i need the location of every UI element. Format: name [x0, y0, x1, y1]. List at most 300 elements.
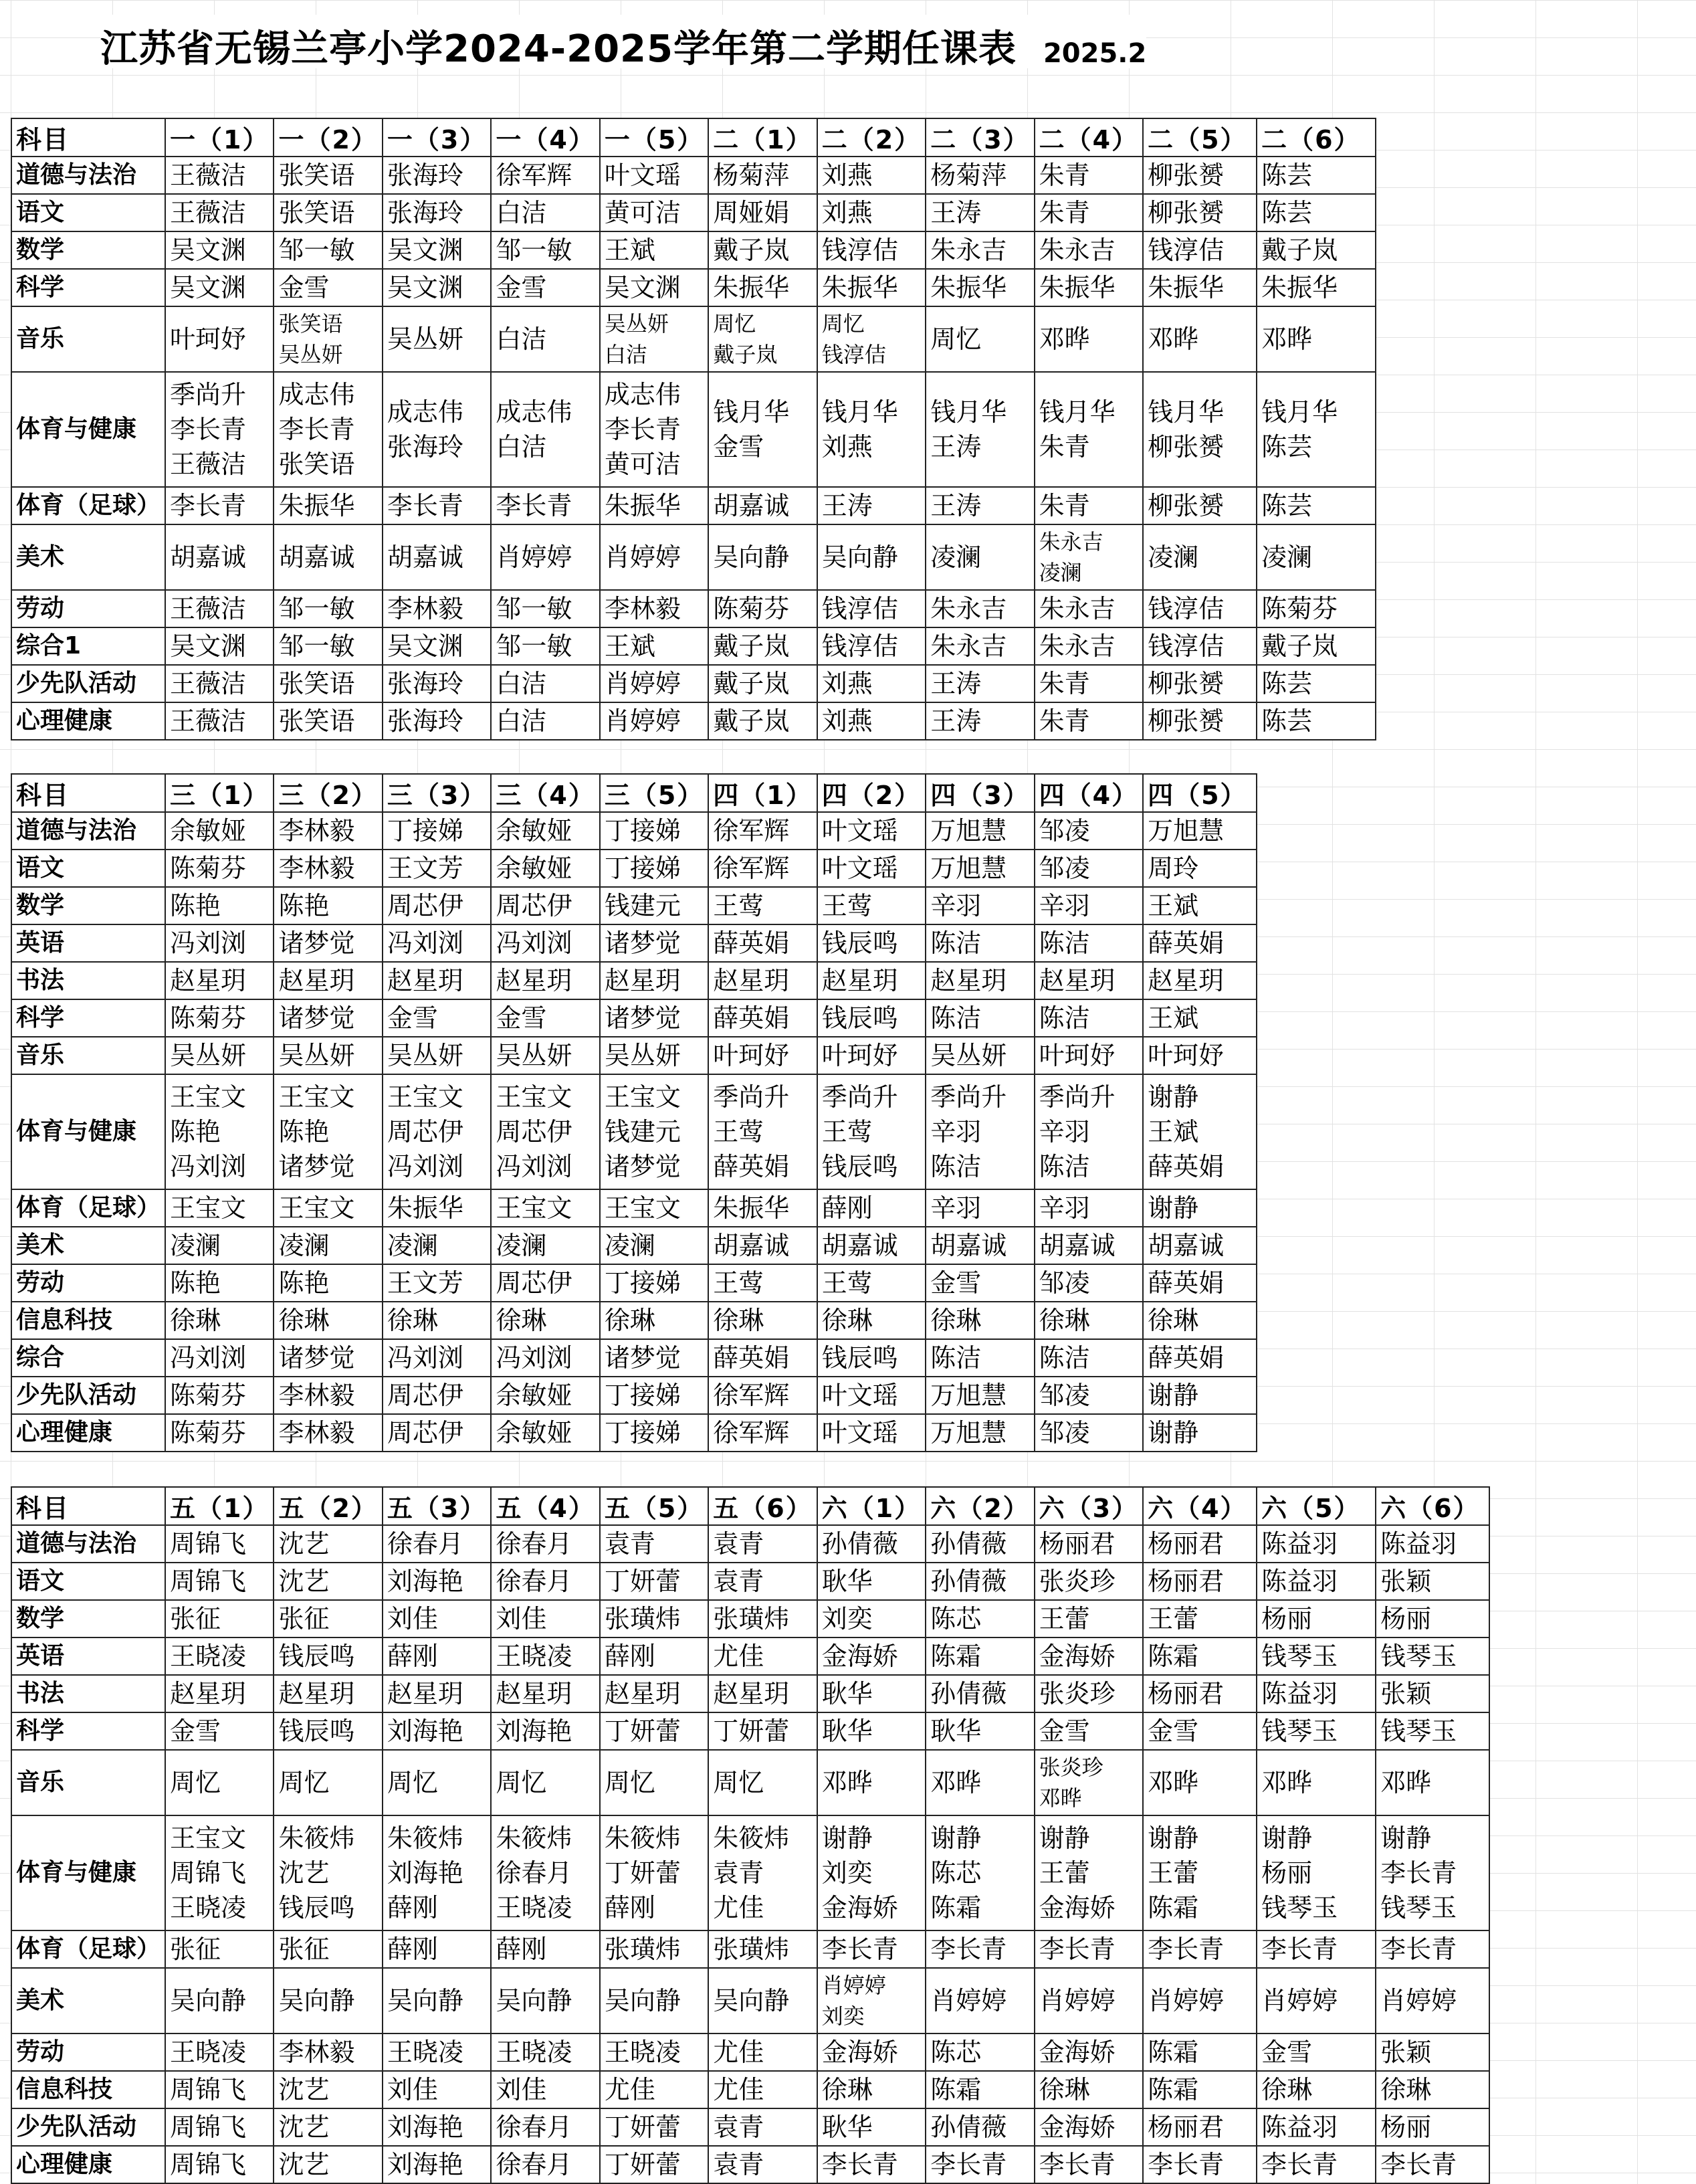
teacher-name: 徐春月: [496, 2112, 572, 2142]
teacher-cell: [1143, 665, 1257, 702]
teacher-name: 吴向静: [821, 542, 898, 572]
teacher-name: 陈霜: [1148, 2038, 1199, 2067]
teacher-name: 陈芸: [1261, 706, 1313, 736]
teacher-cell: [165, 1037, 274, 1074]
teacher-name: 丁妍蕾: [604, 2150, 681, 2179]
teacher-cell: [1143, 524, 1257, 590]
teacher-cell: [383, 1525, 491, 1563]
teacher-cell: [708, 487, 817, 524]
teacher-name: 王晓凌: [170, 1893, 247, 1922]
teacher-name: 徐琳: [604, 1306, 655, 1335]
teacher-name: 张颖: [1380, 1679, 1432, 1708]
table-row: [11, 2108, 1489, 2146]
teacher-name: 陈芸: [1261, 491, 1313, 520]
header-row: [11, 1487, 1489, 1525]
teacher-name: 辛羽: [1039, 1193, 1090, 1223]
teacher-name: 张海玲: [387, 161, 463, 190]
subject-cell: 少先队活动: [11, 665, 165, 702]
teacher-name: 朱筱炜: [713, 1823, 790, 1853]
teacher-cell: [1376, 2108, 1489, 2146]
teacher-cell: [1257, 1600, 1376, 1637]
teacher-cell: [274, 812, 382, 850]
teacher-cell: [165, 1377, 274, 1414]
teacher-name: 刘燕: [821, 198, 873, 227]
teacher-name: 朱筱炜: [387, 1823, 463, 1853]
teacher-cell: [274, 1227, 382, 1264]
teacher-name: 周芯伊: [387, 1381, 463, 1410]
teacher-name: 朱永吉: [1039, 594, 1116, 623]
table-row: [11, 812, 1257, 850]
teacher-cell: [708, 269, 817, 306]
teacher-cell: [383, 999, 491, 1037]
teacher-name: 耿华: [821, 1679, 873, 1708]
teacher-name: 金雪: [1261, 2038, 1313, 2067]
teacher-cell: [165, 1074, 274, 1189]
teacher-cell: [1035, 1815, 1143, 1930]
teacher-cell: [1035, 524, 1143, 590]
teacher-name: 赵星玥: [1039, 966, 1116, 995]
teacher-cell: [165, 590, 274, 627]
table-row: [11, 1302, 1257, 1339]
table-row: [11, 1037, 1257, 1074]
teacher-cell: [1035, 1414, 1143, 1452]
teacher-name: 万旭慧: [930, 1418, 1007, 1448]
teacher-cell: [383, 850, 491, 887]
class-column-header: 三（1）: [165, 774, 274, 812]
subject-cell: 心理健康: [11, 1414, 165, 1452]
teacher-cell: [274, 372, 382, 487]
teacher-name: 钱淳佶: [1148, 594, 1225, 623]
teacher-cell: [708, 1414, 817, 1452]
teacher-name: 钱琴玉: [1380, 1893, 1457, 1922]
teacher-cell: [1035, 231, 1143, 269]
teacher-cell: [165, 2033, 274, 2071]
subject-cell: 体育（足球）: [11, 487, 165, 524]
teacher-cell: [383, 1264, 491, 1302]
teacher-name: 赵星玥: [278, 966, 355, 995]
teacher-name: 胡嘉诚: [1039, 1231, 1116, 1260]
teacher-cell: [274, 269, 382, 306]
teacher-cell: [1143, 194, 1257, 231]
teacher-name: 肖婷婷: [604, 669, 681, 698]
teacher-name: 尤佳: [604, 2075, 655, 2104]
teacher-cell: [1035, 1930, 1143, 1968]
teacher-name: 辛羽: [1039, 891, 1090, 920]
teacher-cell: [1143, 627, 1257, 665]
teacher-name: 沈艺: [278, 1858, 330, 1888]
teacher-name: 凌澜: [496, 1231, 547, 1260]
teacher-cell: [491, 590, 599, 627]
teacher-cell: [708, 1264, 817, 1302]
teacher-cell: [491, 1264, 599, 1302]
teacher-cell: [491, 487, 599, 524]
teacher-cell: [817, 1525, 926, 1563]
teacher-name: 赵星玥: [170, 1679, 247, 1708]
teacher-name: 朱振华: [1039, 273, 1116, 302]
teacher-cell: [274, 702, 382, 740]
teacher-name: 周忆: [496, 1768, 547, 1797]
teacher-name: 吴文渊: [387, 235, 463, 265]
teacher-cell: [708, 524, 817, 590]
teacher-name: 辛羽: [930, 1193, 982, 1223]
teacher-name: 陈芸: [1261, 161, 1313, 190]
teacher-name: 王莺: [713, 1268, 764, 1298]
teacher-name: 周忆: [170, 1768, 221, 1797]
teacher-name: 叶珂妤: [1039, 1041, 1116, 1070]
teacher-cell: [1376, 1750, 1489, 1815]
teacher-cell: [491, 1637, 599, 1675]
class-column-header: 二（1）: [708, 118, 817, 157]
schedule-table-grades-5-6: [11, 1486, 1490, 2184]
page-title: 江苏省无锡兰亭小学2024-2025学年第二学期任课表: [100, 27, 1017, 71]
teacher-name: 袁青: [604, 1529, 655, 1559]
teacher-cell: [165, 887, 274, 924]
teacher-name: 朱筱炜: [278, 1823, 355, 1853]
subject-cell: 数学: [11, 231, 165, 269]
teacher-cell: [1257, 2146, 1376, 2183]
teacher-name: 凌澜: [387, 1231, 438, 1260]
subject-cell: 音乐: [11, 1037, 165, 1074]
teacher-name: 杨菊萍: [930, 161, 1007, 190]
teacher-name: 李长青: [930, 2150, 1007, 2179]
subject-column-header: 科目: [11, 774, 165, 812]
teacher-name: 杨丽: [1380, 2112, 1432, 2142]
teacher-name: 白洁: [496, 198, 547, 227]
teacher-name: 王宝文: [170, 1823, 247, 1853]
teacher-cell: [274, 1600, 382, 1637]
teacher-cell: [491, 194, 599, 231]
teacher-cell: [1035, 1750, 1143, 1815]
teacher-cell: [926, 1637, 1034, 1675]
teacher-name: 袁青: [713, 1567, 764, 1596]
teacher-name: 白洁: [496, 432, 547, 462]
teacher-name: 李长青: [821, 2150, 898, 2179]
teacher-cell: [600, 1712, 708, 1750]
teacher-name: 陈菊芬: [713, 594, 790, 623]
teacher-name: 张征: [170, 1604, 221, 1633]
teacher-cell: [926, 194, 1034, 231]
teacher-name: 朱青: [1039, 161, 1090, 190]
teacher-cell: [708, 231, 817, 269]
teacher-cell: [1035, 627, 1143, 665]
teacher-name: 徐军辉: [713, 854, 790, 883]
teacher-name: 赵星玥: [496, 966, 572, 995]
teacher-cell: [165, 850, 274, 887]
teacher-name: 陈益羽: [1380, 1529, 1457, 1559]
teacher-name: 邹凌: [1039, 1268, 1090, 1298]
teacher-cell: [817, 850, 926, 887]
teacher-cell: [1257, 665, 1376, 702]
teacher-name: 王薇洁: [170, 594, 247, 623]
teacher-name: 肖婷婷: [821, 1973, 886, 1998]
teacher-cell: [1143, 1637, 1257, 1675]
teacher-name: 耿华: [821, 1716, 873, 1746]
teacher-name: 陈艳: [278, 1268, 330, 1298]
teacher-name: 凌澜: [1039, 560, 1082, 585]
teacher-cell: [165, 1264, 274, 1302]
class-column-header: 六（2）: [926, 1487, 1034, 1525]
teacher-name: 邹一敏: [278, 631, 355, 661]
class-column-header: 五（4）: [491, 1487, 599, 1525]
teacher-name: 邹一敏: [278, 594, 355, 623]
teacher-name: 钱月华: [821, 397, 898, 427]
teacher-cell: [274, 627, 382, 665]
teacher-name: 徐琳: [930, 1306, 982, 1335]
teacher-name: 叶文瑶: [821, 854, 898, 883]
teacher-cell: [1257, 157, 1376, 194]
subject-cell: 音乐: [11, 1750, 165, 1815]
teacher-cell: [600, 1750, 708, 1815]
teacher-cell: [383, 1339, 491, 1377]
teacher-cell: [817, 1339, 926, 1377]
teacher-cell: [817, 665, 926, 702]
teacher-cell: [383, 231, 491, 269]
teacher-cell: [1035, 1189, 1143, 1227]
teacher-name: 王莺: [821, 891, 873, 920]
teacher-name: 凌澜: [1261, 542, 1313, 572]
title-row: [100, 15, 1147, 71]
teacher-cell: [383, 1815, 491, 1930]
teacher-cell: [926, 887, 1034, 924]
teacher-cell: [600, 1189, 708, 1227]
teacher-cell: [491, 924, 599, 962]
teacher-name: 刘海艳: [496, 1716, 572, 1746]
subject-column-header: 科目: [11, 1487, 165, 1525]
teacher-name: 徐军辉: [713, 1418, 790, 1448]
teacher-cell: [383, 2071, 491, 2108]
teacher-name: 刘海艳: [387, 1716, 463, 1746]
teacher-cell: [708, 999, 817, 1037]
teacher-name: 陈益羽: [1261, 2112, 1338, 2142]
teacher-cell: [708, 702, 817, 740]
teacher-cell: [1035, 702, 1143, 740]
teacher-cell: [165, 812, 274, 850]
teacher-cell: [491, 1189, 599, 1227]
teacher-cell: [708, 812, 817, 850]
teacher-cell: [600, 627, 708, 665]
teacher-name: 冯刘浏: [170, 928, 247, 958]
teacher-cell: [926, 1750, 1034, 1815]
teacher-cell: [274, 2071, 382, 2108]
teacher-cell: [817, 2108, 926, 2146]
teacher-cell: [165, 1750, 274, 1815]
teacher-name: 邓晔: [821, 1768, 873, 1797]
teacher-name: 胡嘉诚: [713, 1231, 790, 1260]
teacher-cell: [1257, 487, 1376, 524]
teacher-name: 李长青: [1380, 1934, 1457, 1964]
teacher-name: 吴丛妍: [604, 311, 669, 336]
subject-cell: 音乐: [11, 306, 165, 372]
teacher-name: 李长青: [387, 491, 463, 520]
teacher-name: 余敏娅: [496, 1381, 572, 1410]
teacher-name: 周锦飞: [170, 1567, 247, 1596]
teacher-cell: [708, 1377, 817, 1414]
teacher-name: 薛英娟: [1148, 1343, 1225, 1373]
teacher-cell: [817, 306, 926, 372]
teacher-cell: [274, 1189, 382, 1227]
class-column-header: 四（3）: [926, 774, 1034, 812]
teacher-name: 朱永吉: [930, 594, 1007, 623]
teacher-name: 杨丽: [1261, 1858, 1313, 1888]
teacher-name: 陈菊芬: [170, 1381, 247, 1410]
teacher-name: 陈菊芬: [170, 1418, 247, 1448]
teacher-name: 吴向静: [387, 1986, 463, 2015]
teacher-name: 邹一敏: [278, 235, 355, 265]
teacher-cell: [274, 1750, 382, 1815]
teacher-name: 陈菊芬: [170, 1003, 247, 1033]
class-column-header: 一（2）: [274, 118, 382, 157]
class-column-header: 六（5）: [1257, 1487, 1376, 1525]
subject-cell: 美术: [11, 1227, 165, 1264]
teacher-name: 袁青: [713, 2150, 764, 2179]
table-row: [11, 1637, 1489, 1675]
teacher-cell: [1035, 1637, 1143, 1675]
teacher-name: 钱琴玉: [1380, 1642, 1457, 1671]
teacher-cell: [708, 372, 817, 487]
teacher-cell: [1035, 1339, 1143, 1377]
class-column-header: 三（5）: [600, 774, 708, 812]
teacher-name: 刘奕: [821, 1858, 873, 1888]
teacher-cell: [491, 306, 599, 372]
teacher-name: 刘海艳: [387, 2112, 463, 2142]
class-column-header: 二（6）: [1257, 118, 1376, 157]
teacher-name: 吴文渊: [604, 273, 681, 302]
teacher-name: 朱振华: [713, 1193, 790, 1223]
teacher-cell: [600, 524, 708, 590]
teacher-name: 金雪: [1039, 1716, 1090, 1746]
teacher-name: 张征: [278, 1604, 330, 1633]
subject-cell: 体育与健康: [11, 372, 165, 487]
teacher-name: 肖婷婷: [496, 542, 572, 572]
teacher-name: 张海玲: [387, 432, 463, 462]
teacher-name: 朱筱炜: [496, 1823, 572, 1853]
teacher-cell: [926, 962, 1034, 999]
teacher-name: 刘燕: [821, 669, 873, 698]
teacher-name: 朱振华: [1148, 273, 1225, 302]
subject-cell: 道德与法治: [11, 812, 165, 850]
teacher-cell: [817, 194, 926, 231]
teacher-cell: [1376, 1600, 1489, 1637]
teacher-cell: [491, 1675, 599, 1712]
teacher-name: 周忆: [387, 1768, 438, 1797]
teacher-name: 金海娇: [1039, 2112, 1116, 2142]
teacher-cell: [274, 1525, 382, 1563]
teacher-name: 凌澜: [604, 1231, 655, 1260]
teacher-cell: [1257, 627, 1376, 665]
teacher-cell: [274, 524, 382, 590]
teacher-cell: [1035, 887, 1143, 924]
teacher-cell: [600, 1563, 708, 1600]
teacher-cell: [817, 1189, 926, 1227]
teacher-name: 邓晔: [1380, 1768, 1432, 1797]
class-column-header: 二（5）: [1143, 118, 1257, 157]
subject-cell: 美术: [11, 524, 165, 590]
teacher-cell: [491, 372, 599, 487]
teacher-name: 朱青: [1039, 669, 1090, 698]
teacher-cell: [926, 590, 1034, 627]
teacher-cell: [1143, 1377, 1257, 1414]
teacher-name: 赵星玥: [278, 1679, 355, 1708]
teacher-name: 刘海艳: [387, 1858, 463, 1888]
table-row: [11, 962, 1257, 999]
teacher-name: 钱辰鸣: [821, 1003, 898, 1033]
teacher-name: 冯刘浏: [170, 1343, 247, 1373]
teacher-name: 肖婷婷: [1039, 1986, 1116, 2015]
teacher-cell: [165, 924, 274, 962]
class-column-header: 一（5）: [600, 118, 708, 157]
teacher-name: 刘佳: [387, 1604, 438, 1633]
teacher-name: 柳张赟: [1148, 706, 1225, 736]
teacher-name: 徐琳: [1380, 2075, 1432, 2104]
teacher-name: 钱琴玉: [1261, 1716, 1338, 1746]
teacher-name: 凌澜: [170, 1231, 221, 1260]
teacher-cell: [274, 2108, 382, 2146]
teacher-name: 钱月华: [1148, 397, 1225, 427]
teacher-name: 朱振华: [930, 273, 1007, 302]
teacher-name: 钱琴玉: [1380, 1716, 1457, 1746]
teacher-cell: [1257, 702, 1376, 740]
teacher-name: 李林毅: [604, 594, 681, 623]
teacher-name: 李长青: [170, 415, 247, 444]
teacher-cell: [817, 1563, 926, 1600]
teacher-cell: [1143, 1037, 1257, 1074]
teacher-name: 黄可洁: [604, 450, 681, 479]
teacher-cell: [491, 1930, 599, 1968]
teacher-name: 万旭慧: [930, 816, 1007, 846]
teacher-name: 陈菊芬: [1261, 594, 1338, 623]
teacher-name: 叶珂妤: [821, 1041, 898, 1070]
teacher-cell: [1035, 812, 1143, 850]
teacher-name: 徐琳: [387, 1306, 438, 1335]
teacher-name: 耿华: [821, 1567, 873, 1596]
teacher-cell: [708, 2071, 817, 2108]
teacher-cell: [708, 1339, 817, 1377]
teacher-name: 钱月华: [930, 397, 1007, 427]
teacher-cell: [491, 2071, 599, 2108]
teacher-name: 陈益羽: [1261, 1679, 1338, 1708]
teacher-cell: [817, 1815, 926, 1930]
teacher-cell: [926, 2071, 1034, 2108]
teacher-name: 万旭慧: [930, 854, 1007, 883]
teacher-name: 冯刘浏: [387, 1343, 463, 1373]
teacher-name: 钱辰鸣: [278, 1642, 355, 1671]
teacher-name: 王晓凌: [496, 1642, 572, 1671]
teacher-name: 沈艺: [278, 2150, 330, 2179]
teacher-cell: [1376, 1637, 1489, 1675]
teacher-name: 朱振华: [604, 491, 681, 520]
teacher-cell: [1257, 269, 1376, 306]
teacher-name: 张炎珍: [1039, 1755, 1103, 1780]
teacher-cell: [383, 1637, 491, 1675]
teacher-name: 白洁: [604, 342, 647, 367]
teacher-name: 万旭慧: [1148, 816, 1225, 846]
teacher-name: 金海娇: [821, 2038, 898, 2067]
teacher-cell: [165, 1675, 274, 1712]
teacher-name: 冯刘浏: [496, 1152, 572, 1181]
class-column-header: 五（1）: [165, 1487, 274, 1525]
teacher-name: 叶珂妤: [1148, 1041, 1225, 1070]
subject-cell: 少先队活动: [11, 1377, 165, 1414]
table-row: [11, 487, 1376, 524]
teacher-name: 张笑语: [278, 450, 355, 479]
table-row: [11, 1930, 1489, 1968]
teacher-cell: [600, 1414, 708, 1452]
class-column-header: 五（5）: [600, 1487, 708, 1525]
teacher-cell: [600, 1675, 708, 1712]
teacher-name: 吴丛妍: [170, 1041, 247, 1070]
class-column-header: 六（6）: [1376, 1487, 1489, 1525]
teacher-cell: [1143, 1189, 1257, 1227]
